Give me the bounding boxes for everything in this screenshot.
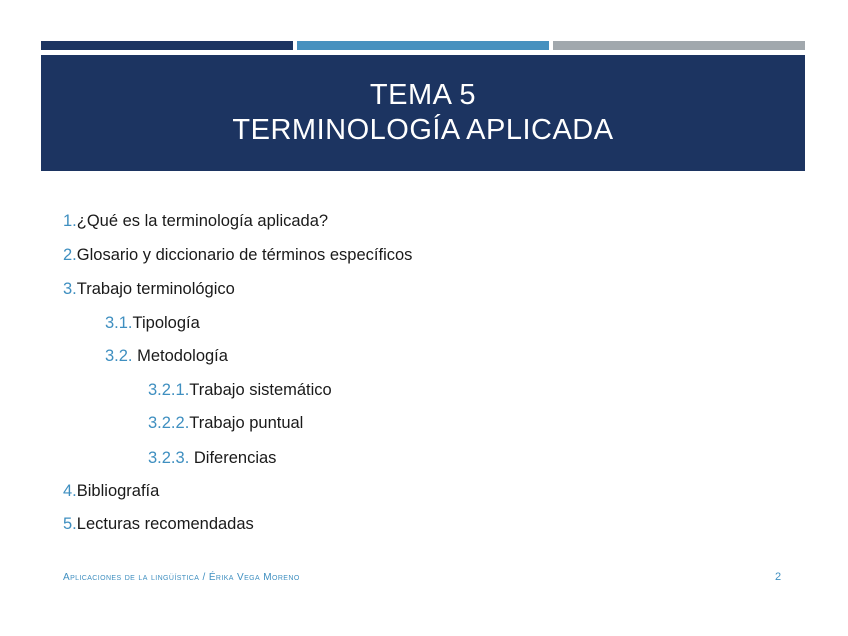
- toc-item-2: [63, 246, 412, 265]
- toc-number: 3.2.2.: [148, 414, 190, 432]
- accent-bar-dark: [41, 41, 293, 50]
- toc-number: 3.1.: [105, 314, 133, 332]
- slide-title-box: [41, 55, 805, 171]
- toc-item-5: [63, 515, 254, 534]
- toc-number: 5.: [63, 515, 77, 533]
- toc-number: 2.: [63, 246, 77, 264]
- slide-title-line-2: TERMINOLOGÍA APLICADA: [232, 114, 614, 146]
- toc-item-3-2-1: [148, 381, 332, 400]
- toc-text: ¿Qué es la terminología aplicada?: [76, 212, 329, 230]
- toc-number: 1.: [63, 212, 77, 230]
- toc-number: 3.2.3.: [148, 449, 190, 467]
- toc-number: 4.: [63, 482, 77, 500]
- slide-title-line-1: TEMA 5: [369, 79, 477, 111]
- toc-number: 3.: [63, 280, 77, 298]
- toc-text: Metodología: [132, 347, 228, 365]
- toc-text: Diferencias: [189, 449, 277, 467]
- toc-number: 3.2.: [105, 347, 133, 365]
- accent-bar-gray: [553, 41, 805, 50]
- toc-text: Trabajo sistemático: [189, 381, 332, 399]
- toc-item-3-2-2: [148, 414, 303, 433]
- toc-text: Trabajo terminológico: [76, 280, 235, 298]
- toc-text: Glosario y diccionario de términos específicos: [76, 246, 413, 264]
- toc-number: 3.2.1.: [148, 381, 190, 399]
- toc-text: Tipología: [132, 314, 200, 332]
- slide-footer: Aplicaciones de la lingüística / Érika Vega Moreno: [63, 572, 300, 583]
- toc-item-3-1: [105, 314, 200, 333]
- header-accent-bars: [41, 41, 805, 50]
- toc-text: Trabajo puntual: [189, 414, 304, 432]
- toc-item-1: [63, 212, 328, 231]
- toc-item-3-2: [105, 347, 228, 366]
- toc-item-4: [63, 482, 159, 501]
- toc-item-3: [63, 280, 235, 299]
- toc-item-3-2-3: [148, 449, 276, 468]
- toc-text: Bibliografía: [76, 482, 160, 500]
- slide-number: 2: [775, 571, 782, 583]
- accent-bar-blue: [297, 41, 549, 50]
- toc-text: Lecturas recomendadas: [76, 515, 254, 533]
